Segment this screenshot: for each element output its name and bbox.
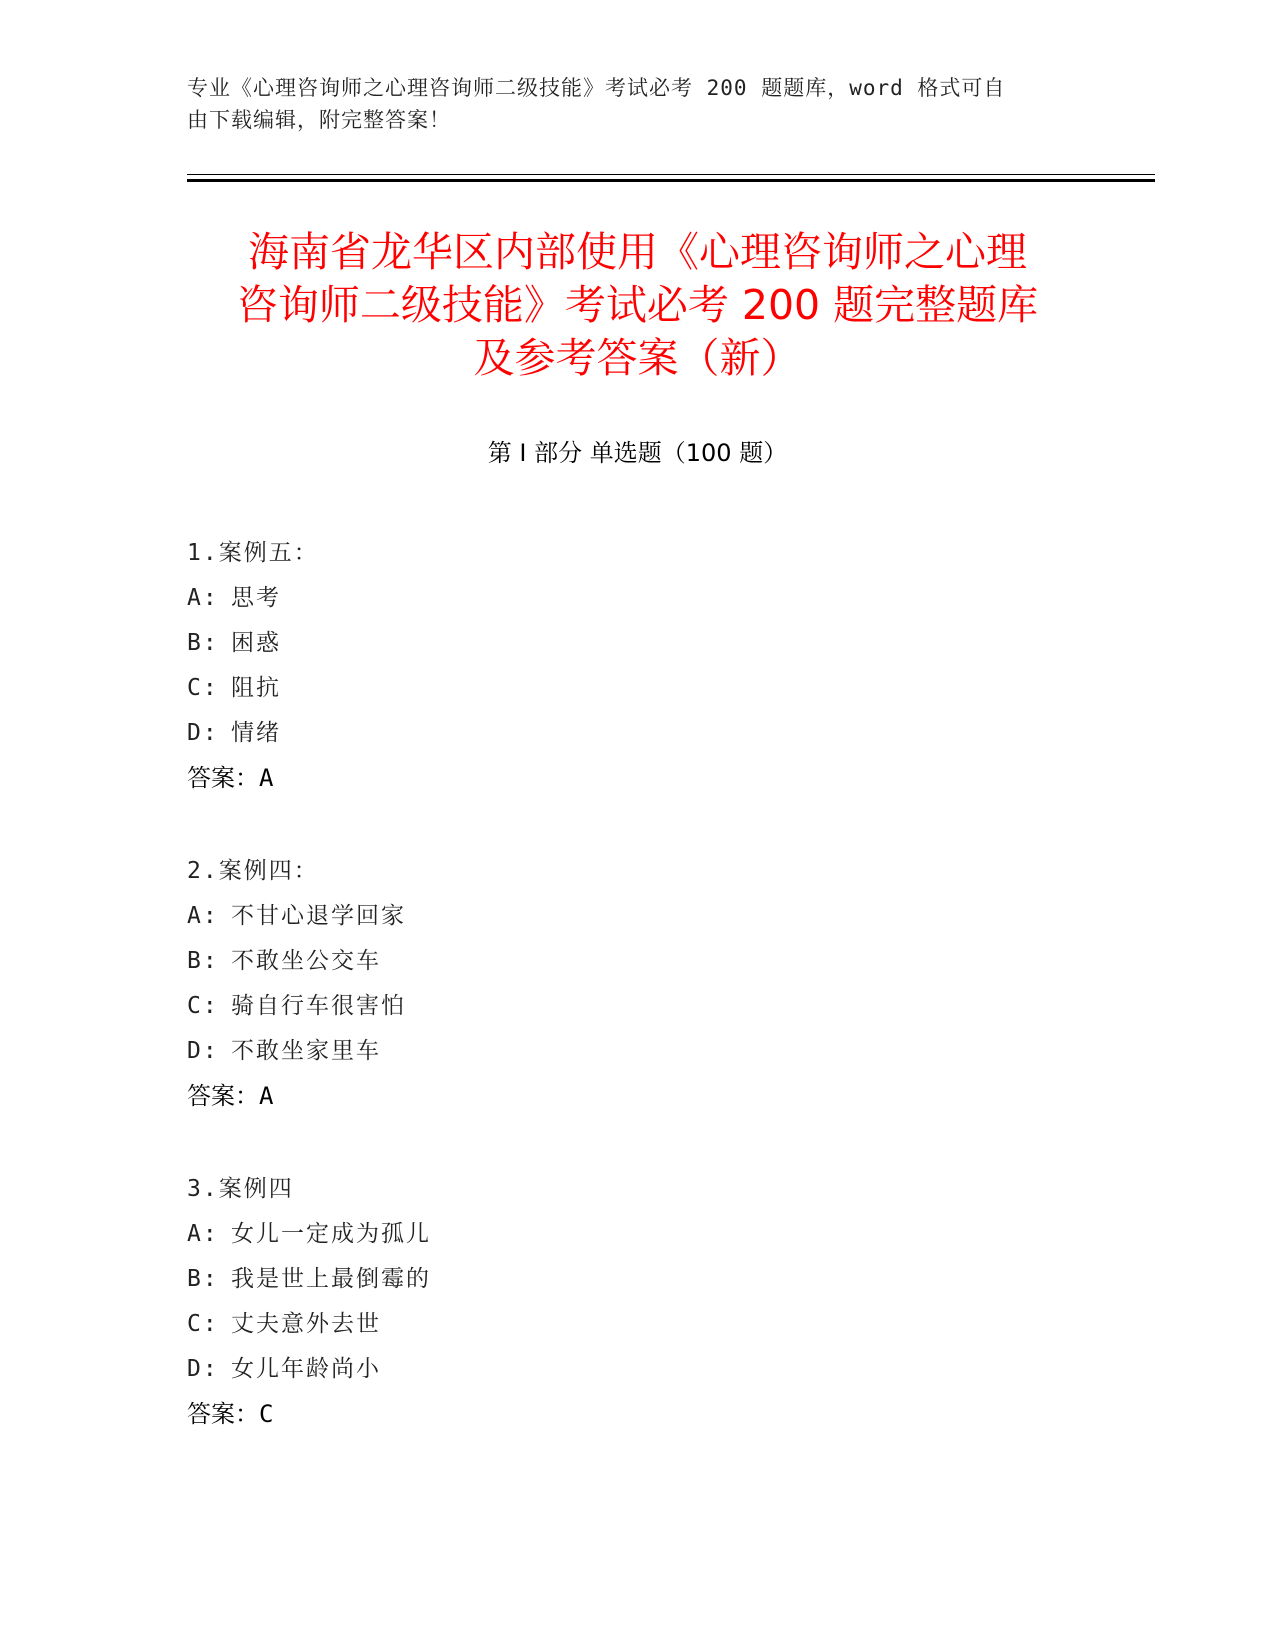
answer-line — [187, 1392, 1087, 1437]
option-text: 丈夫意外去世 — [231, 1311, 381, 1337]
answer-label: 答案： — [187, 1400, 259, 1428]
question-stem: 1.案例五： — [187, 540, 319, 566]
option-text: 女儿一定成为孤儿 — [231, 1221, 431, 1247]
option-text: 情绪 — [231, 720, 281, 746]
option-text: 我是世上最倒霉的 — [231, 1266, 431, 1292]
option-letter: C: — [187, 993, 219, 1019]
option-a — [187, 576, 1087, 621]
option-a — [187, 1212, 1087, 1257]
option-text: 不敢坐家里车 — [231, 1038, 381, 1064]
option-text: 困惑 — [231, 630, 281, 656]
document-title — [180, 226, 1095, 385]
answer-value: C — [259, 1400, 274, 1428]
option-text: 骑自行车很害怕 — [231, 993, 406, 1019]
document-title-line-3: 及参考答案（新） — [473, 334, 802, 382]
answer-line — [187, 756, 1087, 801]
option-a — [187, 894, 1087, 939]
option-text: 不敢坐公交车 — [231, 948, 381, 974]
answer-value: A — [259, 1082, 274, 1110]
option-text: 思考 — [231, 585, 281, 611]
option-letter: D: — [187, 1038, 219, 1064]
answer-label: 答案： — [187, 764, 259, 792]
option-b — [187, 621, 1087, 666]
question-stem: 3.案例四 — [187, 1176, 294, 1202]
answer-line — [187, 1074, 1087, 1119]
question-2 — [187, 848, 1087, 1166]
header-rule-thick — [187, 179, 1155, 182]
option-text: 不甘心退学回家 — [231, 903, 406, 929]
option-letter: D: — [187, 720, 219, 746]
option-letter: C: — [187, 1311, 219, 1337]
question-list — [187, 530, 1087, 1484]
option-letter: A: — [187, 585, 219, 611]
option-d — [187, 1347, 1087, 1392]
document-title-line-1: 海南省龙华区内部使用《心理咨询师之心理 — [248, 228, 1027, 276]
option-letter: D: — [187, 1356, 219, 1382]
question-stem: 2.案例四： — [187, 858, 319, 884]
option-letter: C: — [187, 675, 219, 701]
option-letter: B: — [187, 948, 219, 974]
option-c — [187, 984, 1087, 1029]
option-c — [187, 1302, 1087, 1347]
option-d — [187, 711, 1087, 756]
header-note — [187, 72, 1067, 136]
option-b — [187, 939, 1087, 984]
header-note-line-2: 由下载编辑，附完整答案！ — [187, 108, 451, 132]
header-note-line-1: 专业《心理咨询师之心理咨询师二级技能》考试必考 200 题题库，word 格式可自 — [187, 76, 1006, 100]
option-letter: B: — [187, 1266, 219, 1292]
option-text: 阻抗 — [231, 675, 281, 701]
option-letter: B: — [187, 630, 219, 656]
answer-value: A — [259, 764, 274, 792]
header-rule-thin — [187, 174, 1155, 175]
question-3 — [187, 1166, 1087, 1484]
question-1 — [187, 530, 1087, 848]
option-c — [187, 666, 1087, 711]
option-letter: A: — [187, 1221, 219, 1247]
answer-label: 答案： — [187, 1082, 259, 1110]
option-text: 女儿年龄尚小 — [231, 1356, 381, 1382]
section-heading: 第 I 部分 单选题（100 题） — [487, 439, 788, 467]
option-d — [187, 1029, 1087, 1074]
option-letter: A: — [187, 903, 219, 929]
document-title-line-2: 咨询师二级技能》考试必考 200 题完整题库 — [236, 281, 1039, 329]
option-b — [187, 1257, 1087, 1302]
